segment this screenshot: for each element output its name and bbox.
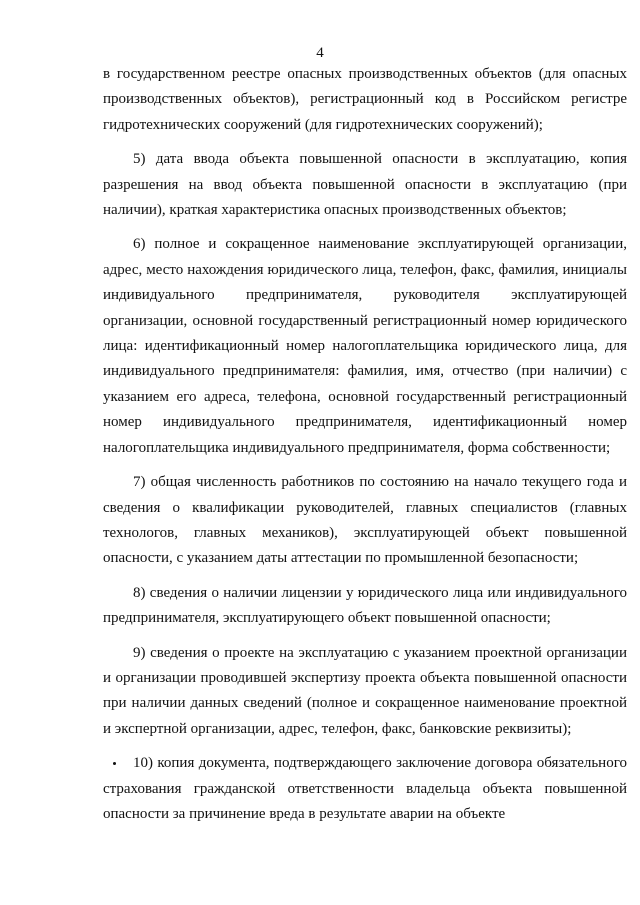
paragraph-item-7: 7) общая численность работников по состоянию на начало текущего года и сведения о квалификации руководителей, главных специалистов (главных технологов, главных механиков), эксплуатирующей объект повышенной опасности, с указанием даты аттестации по промышленной безопасности; [103, 474, 627, 567]
paragraph-item-10 [103, 751, 627, 827]
paragraph-registry-continuation: в государственном реестре опасных производственных объектов (для опасных производственных объектов), регистрационный код в Российском регистре гидротехнических сооружений (для гидротехнических сооружений); [103, 66, 627, 133]
document-body [103, 62, 627, 827]
paragraph-item-9: 9) сведения о проекте на эксплуатацию с указанием проектной организации и организации проводившей экспертизу проекта объекта повышенной опасности при наличии данных сведений (полное и сокращенное наименование проектной и экспертной организации, адрес, телефон, факс, банковские реквизиты); [103, 644, 627, 737]
page-number: 4 [316, 45, 324, 61]
paragraph-item-6: 6) полное и сокращенное наименование эксплуатирующей организации, адрес, место нахождения юридического лица, телефон, факс, фамилия, инициалы индивидуального предпринимателя, руководителя эксплуатирующей организации, основной государственный регистрационный номер юридического лица: идентификационный номер налогоплательщика юридического лица, для индивидуального предпринимателя: фамилия, имя, отчество (при наличии) с указанием его адреса, телефона, основной государственный регистрационный номер индивидуального предпринимателя, идентификационный номер налогоплательщика индивидуального предпринимателя, форма собственности; [103, 236, 627, 456]
paragraph-item-5: 5) дата ввода объекта повышенной опасности в эксплуатацию, копия разрешения на ввод объекта повышенной опасности в эксплуатацию (при наличии), краткая характеристика опасных производственных объектов; [103, 151, 627, 219]
paragraph-item-10-text: 10) копия документа, подтверждающего заключение договора обязательного страхования гражданской ответственности владельца объекта повышенной опасности за причинение вреда в результате аварии на объекте [103, 755, 627, 822]
scan-dot-mark [113, 762, 116, 765]
paragraph-item-8: 8) сведения о наличии лицензии у юридического лица или индивидуального предпринимателя, эксплуатирующего объект повышенной опасности; [103, 584, 627, 627]
